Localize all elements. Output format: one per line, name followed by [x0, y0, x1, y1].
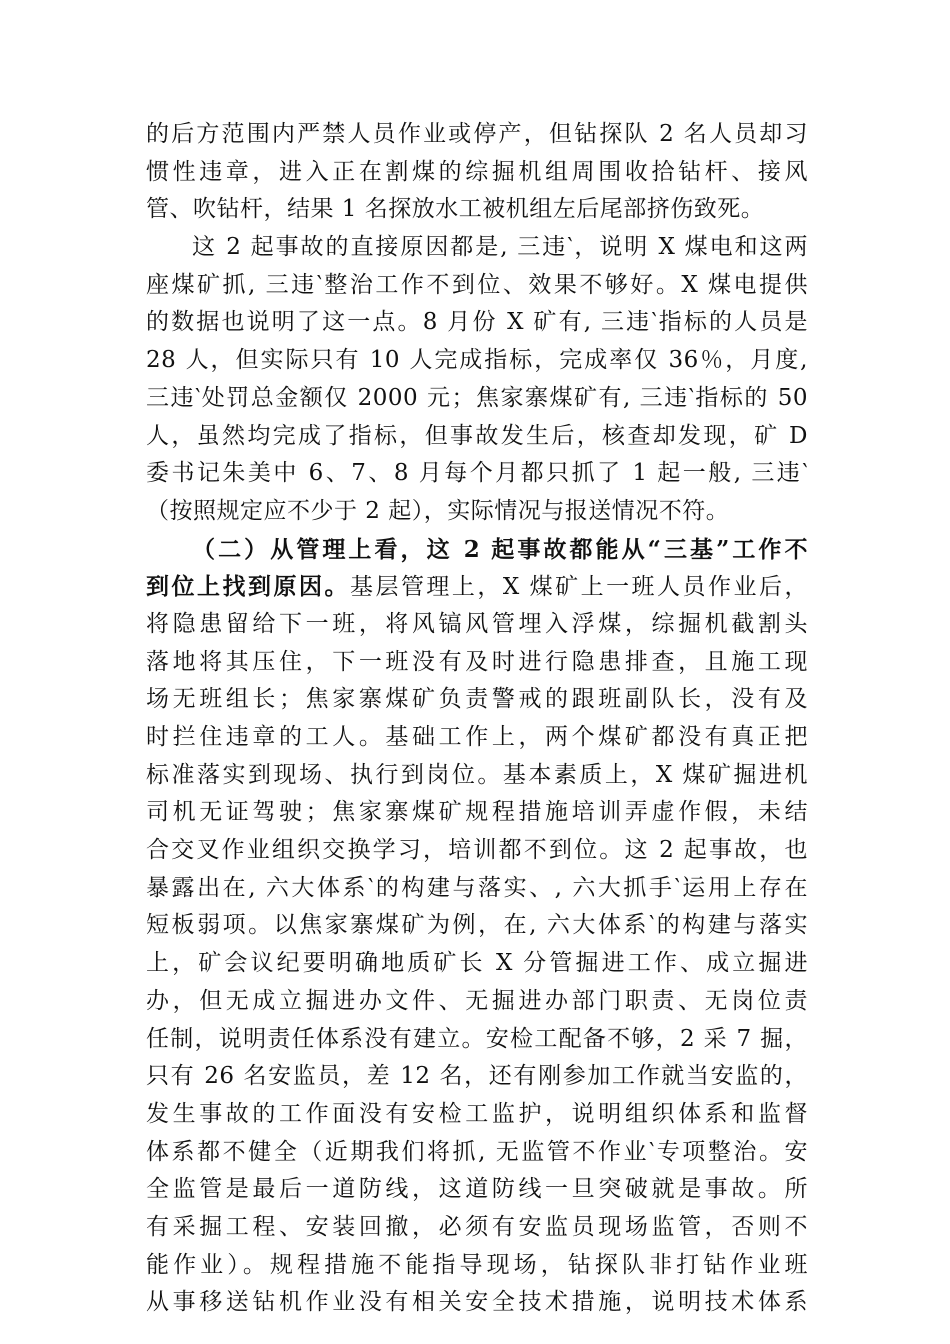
text-line: 委书记朱美中 6、7、8 月每个月都只抓了 1 起一般, 三违‵: [146, 460, 808, 487]
body-text: [146, 116, 808, 1322]
text-line: 只有 26 名安监员，差 12 名，还有刚参加工作就当安监的，: [146, 1063, 808, 1090]
text-line: 标准落实到现场、执行到岗位。基本素质上，X 煤矿掘进机: [146, 761, 808, 788]
text-line: 体系都不健全（近期我们将抓, 无监管不作业‵专项整治。安: [146, 1138, 808, 1165]
text-line: 司机无证驾驶；焦家寨煤矿规程措施培训弄虚作假，未结: [146, 799, 808, 826]
text-line: （按照规定应不少于 2 起），实际情况与报送情况不符。: [146, 497, 730, 524]
text-line: 短板弱项。以焦家寨煤矿为例，在, 六大体系‵的构建与落实: [146, 912, 808, 939]
section-heading-line: （二）从管理上看，这 2 起事故都能从“三基”工作不: [192, 535, 808, 563]
text-line: 场无班组长；焦家寨煤矿负责警戒的跟班副队长，没有及: [146, 686, 808, 713]
text-line: 合交叉作业组织交换学习，培训都不到位。这 2 起事故，也: [146, 837, 808, 864]
text-line: 28 人，但实际只有 10 人完成指标，完成率仅 36％，月度,: [146, 347, 808, 374]
text-line-continuation: 基层管理上，X 煤矿上一班人员作业后，: [349, 574, 808, 601]
text-line: 落地将其压住，下一班没有及时进行隐患排查，且施工现: [146, 648, 808, 675]
text-line: 这 2 起事故的直接原因都是, 三违‵，说明 X 煤电和这两: [192, 234, 808, 261]
text-line: 将隐患留给下一班，将风镐风管埋入浮煤，综掘机截割头: [146, 610, 808, 637]
text-line: 从事移送钻机作业没有相关安全技术措施，说明技术体系: [146, 1289, 808, 1316]
text-line: 管、吹钻杆，结果 1 名探放水工被机组左后尾部挤伤致死。: [146, 196, 765, 223]
section-heading-end: 到位上找到原因。: [146, 573, 350, 601]
text-line: 时拦住违章的工人。基础工作上，两个煤矿都没有真正把: [146, 724, 808, 750]
text-line: 办，但无成立掘进办文件、无掘进办部门职责、无岗位责: [146, 987, 808, 1014]
text-line: 能作业）。规程措施不能指导现场，钻探队非打钻作业班: [146, 1251, 808, 1278]
text-line: 惯性违章，进入正在割煤的综掘机组周围收拾钻杆、接风: [146, 158, 808, 185]
text-line: 暴露出在, 六大体系‵的构建与落实、, 六大抓手‵运用上存在: [146, 874, 808, 901]
text-line: 座煤矿抓, 三违‵整治工作不到位、效果不够好。X 煤电提供: [146, 271, 808, 298]
text-line: 发生事故的工作面没有安检工监护，说明组织体系和监督: [146, 1100, 808, 1127]
text-line: 的数据也说明了这一点。8 月份 X 矿有, 三违‵指标的人员是: [146, 309, 808, 336]
text-line: 有采掘工程、安装回撤，必须有安监员现场监管，否则不: [146, 1213, 808, 1240]
text-line: 人，虽然均完成了指标，但事故发生后，核查却发现，矿 D: [146, 422, 808, 449]
text-line: 三违‵处罚总金额仅 2000 元；焦家寨煤矿有, 三违‵指标的 50: [146, 384, 808, 411]
text-line: 任制，说明责任体系没有建立。安检工配备不够，2 采 7 掘，: [146, 1025, 808, 1052]
text-line: 上，矿会议纪要明确地质矿长 X 分管掘进工作、成立掘进: [146, 950, 808, 977]
text-line: [146, 568, 808, 606]
text-line: 的后方范围内严禁人员作业或停产，但钻探队 2 名人员却习: [146, 121, 808, 147]
text-line: 全监管是最后一道防线，这道防线一旦突破就是事故。所: [146, 1176, 808, 1203]
